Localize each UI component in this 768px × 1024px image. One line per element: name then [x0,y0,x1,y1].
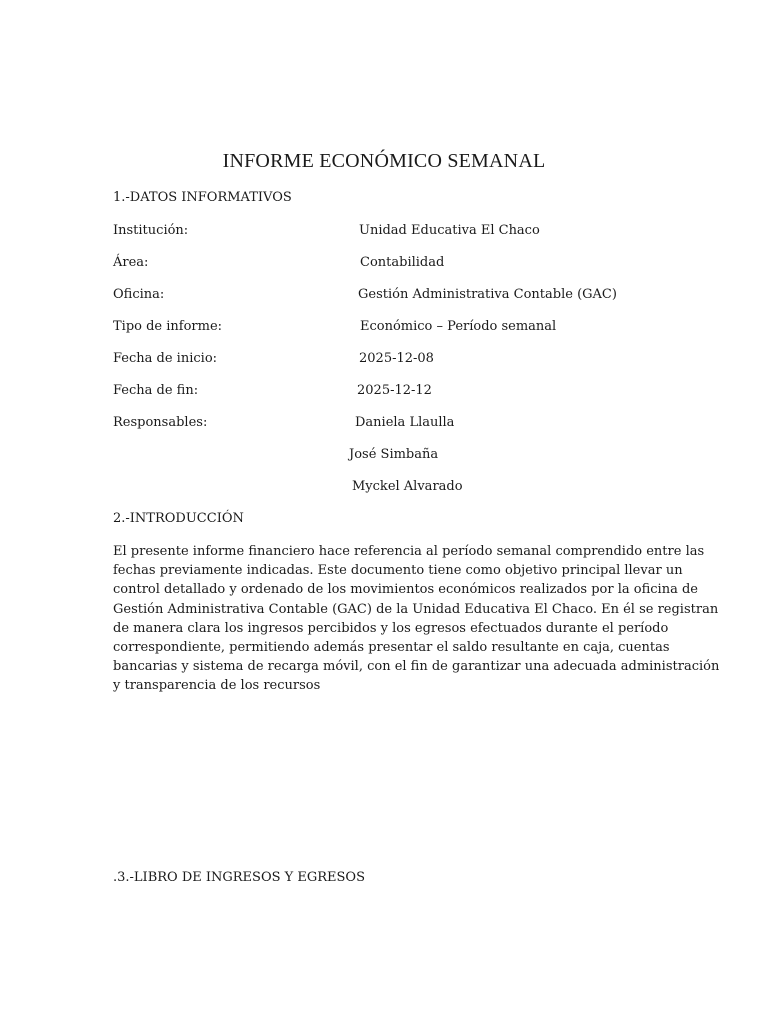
intro-line: Gestión Administrativa Contable (GAC) de la Unidad Educativa El Chaco. En él se registran [113,601,719,617]
field-label-fecha-inicio: Fecha de inicio: [113,351,218,366]
field-label-responsables: Responsables: [113,415,208,430]
section-heading-introduccion: 2.-INTRODUCCIÓN [113,511,244,526]
field-label-area: Área: [113,255,149,270]
intro-line: de manera clara los ingresos percibidos y los egresos efectuados durante el período [113,620,669,636]
field-value-fecha-inicio: 2025-12-08 [359,351,434,366]
document-title: INFORME ECONÓMICO SEMANAL [222,150,546,172]
field-value-area: Contabilidad [360,255,445,270]
intro-line: y transparencia de los recursos [113,678,321,694]
intro-line: El presente informe financiero hace referencia al período semanal comprendido entre las [113,544,705,559]
intro-line: correspondiente, permitiendo además presentar el saldo resultante en caja, cuentas [113,640,670,656]
field-label-oficina: Oficina: [113,287,165,302]
introduction-paragraph [113,542,720,696]
field-value-responsable-2: José Simbaña [349,447,439,462]
field-value-fecha-fin: 2025-12-12 [357,383,432,398]
section-heading-libro-ingresos-egresos: .3.-LIBRO DE INGRESOS Y EGRESOS [113,870,365,885]
intro-line: fechas previamente indicadas. Este documento tiene como objetivo principal llevar un [113,563,683,579]
field-label-fecha-fin: Fecha de fin: [113,383,199,398]
section-heading-datos-informativos: 1.-DATOS INFORMATIVOS [113,190,292,205]
field-value-tipo-informe: Económico – Período semanal [360,319,557,334]
field-value-responsable-1: Daniela Llaulla [355,415,455,430]
field-value-responsable-3: Myckel Alvarado [352,479,463,494]
field-label-tipo-informe: Tipo de informe: [113,319,223,334]
intro-line: control detallado y ordenado de los movimientos económicos realizados por la oficina de [113,582,698,598]
field-value-institucion: Unidad Educativa El Chaco [359,223,540,238]
field-label-institucion: Institución: [113,223,189,238]
field-value-oficina: Gestión Administrativa Contable (GAC) [358,287,617,302]
intro-line: bancarias y sistema de recarga móvil, con el fin de garantizar una adecuada administración [113,659,720,675]
